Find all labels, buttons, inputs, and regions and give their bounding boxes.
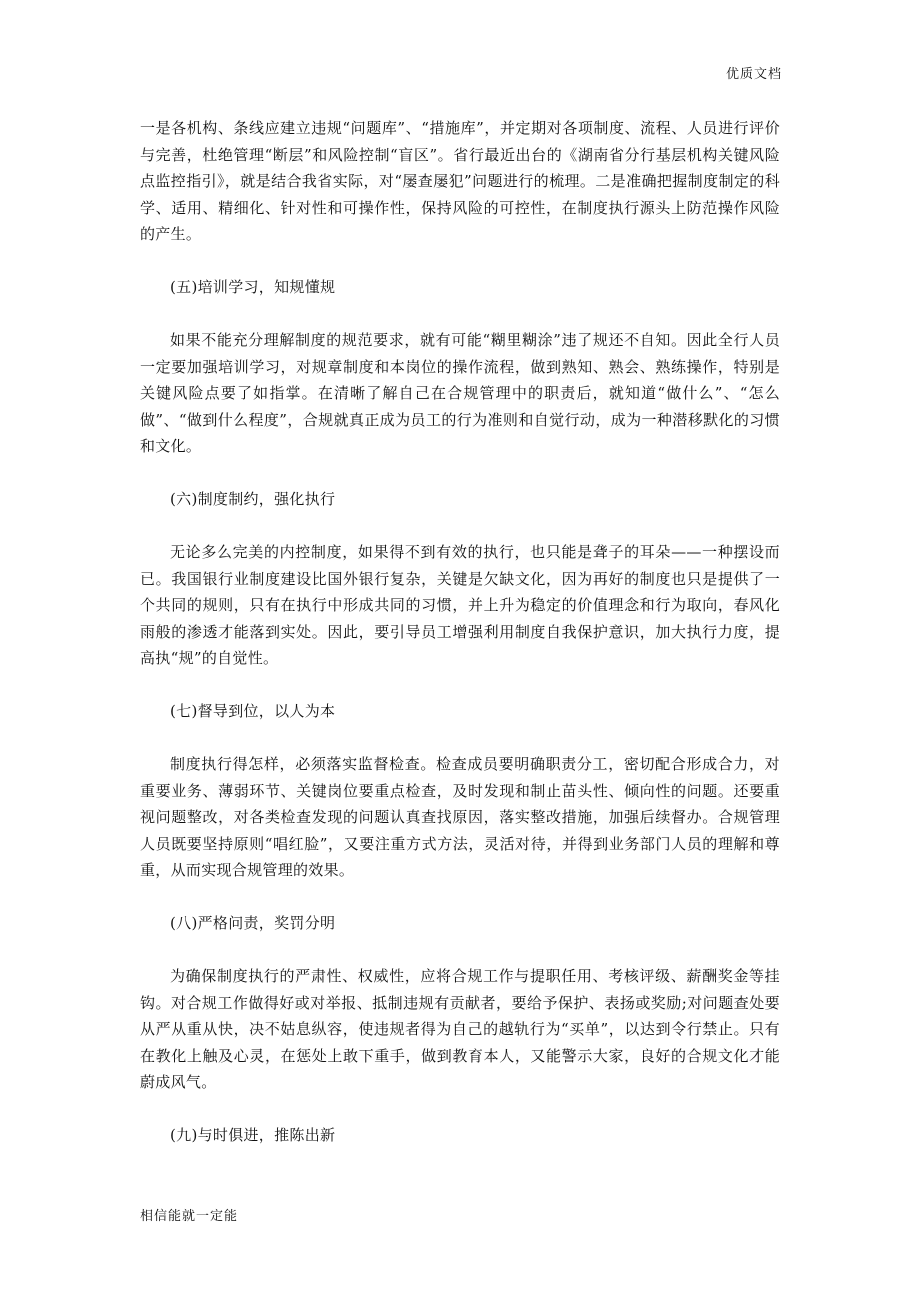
section-heading-8: (八)严格问责，奖罚分明 xyxy=(170,914,336,932)
paragraph-section-5: 如果不能充分理解制度的规范要求，就有可能“糊里糊涂”违了规还不自知。因此全行人员一定要加强培训学习，对规章制度和本岗位的操作流程，做到熟知、熟会、熟练操作，特别是关键风险点要了如指掌。在清晰了解自己在合规管理中的职责后，就知道“做什么”、“怎么做”、“做到什么程度”，合规就真正成为员工的行为准则和自觉行动，成为一种潜移默化的习惯和文化。 xyxy=(140,331,780,455)
section-heading-6: (六)制度制约，强化执行 xyxy=(170,490,336,508)
paragraph-section-7: 制度执行得怎样，必须落实监督检查。检查成员要明确职责分工，密切配合形成合力，对重要业务、薄弱环节、关键岗位要重点检查，及时发现和制止苗头性、倾向性的问题。还要重视问题整改，对各类检查发现的问题认真查找原因，落实整改措施，加强后续督办。合规管理人员既要坚持原则“唱红脸”，又要注重方式方法，灵活对待，并得到业务部门人员的理解和尊重，从而实现合规管理的效果。 xyxy=(140,755,780,879)
paragraph-intro: 一是各机构、条线应建立违规“问题库”、“措施库”，并定期对各项制度、流程、人员进行评价与完善，杜绝管理“断层”和风险控制“盲区”。省行最近出台的《湖南省分行基层机构关键风险点监控指引》，就是结合我省实际，对“屡查屡犯”问题进行的梳理。二是准确把握制度制定的科学、适用、精细化、针对性和可操作性，保持风险的可控性，在制度执行源头上防范操作风险的产生。 xyxy=(140,119,780,243)
paragraph-section-6: 无论多么完美的内控制度，如果得不到有效的执行，也只能是聋子的耳朵——一种摆设而已。我国银行业制度建设比国外银行复杂，关键是欠缺文化，因为再好的制度也只是提供了一个共同的规则，只有在执行中形成共同的习惯，并上升为稳定的价值理念和行为取向，春风化雨般的渗透才能落到实处。因此，要引导员工增强利用制度自我保护意识，加大执行力度，提高执“规”的自觉性。 xyxy=(140,543,780,667)
paragraph-section-8: 为确保制度执行的严肃性、权威性，应将合规工作与提职任用、考核评级、薪酬奖金等挂钩。对合规工作做得好或对举报、抵制违规有贡献者，要给予保护、表扬或奖励;对问题查处要从严从重从快，决不姑息纵容，使违规者得为自己的越轨行为“买单”，以达到令行禁止。只有在教化上触及心灵，在惩处上敢下重手，做到教育本人，又能警示大家，良好的合规文化才能蔚成风气。 xyxy=(140,967,780,1091)
header-label: 优质文档 xyxy=(725,67,782,82)
section-heading-5: (五)培训学习，知规懂规 xyxy=(170,278,336,296)
section-heading-7: (七)督导到位，以人为本 xyxy=(170,702,336,720)
document-body xyxy=(140,115,780,1175)
footer-label: 相信能就一定能 xyxy=(140,1209,239,1224)
section-heading-9: (九)与时俱进，推陈出新 xyxy=(170,1126,336,1144)
